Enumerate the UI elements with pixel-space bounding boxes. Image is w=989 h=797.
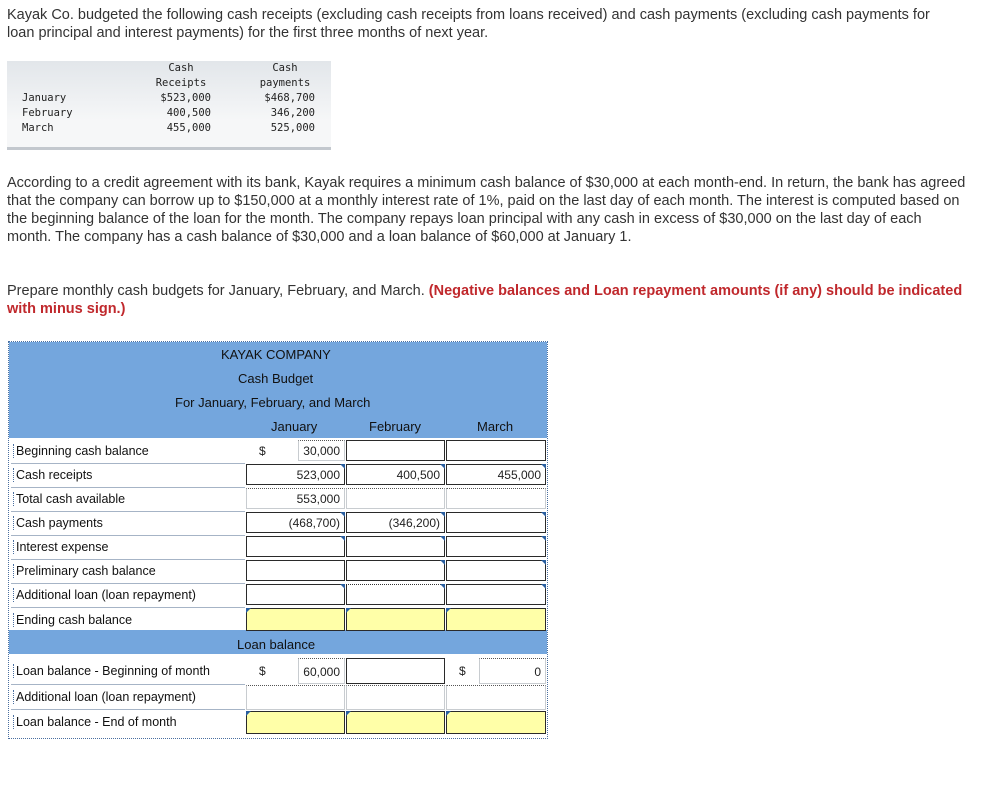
- payments-header-line1: Cash: [272, 62, 298, 74]
- instructions-warning: (Negative balances and Loan repayment amounts (if any) should be indicated with minus sign.): [7, 283, 963, 317]
- budget-title: Cash Budget: [238, 371, 314, 386]
- row-label-total-cash: Total cash available: [13, 492, 125, 506]
- instructions-text: Prepare monthly cash budgets for January, February, and March.: [7, 283, 425, 299]
- given-payments: 346,200: [270, 107, 315, 119]
- month-header-january: January: [271, 419, 318, 434]
- row-label-cash-receipts: Cash receipts: [13, 468, 92, 482]
- receipts-header-line1: Cash: [168, 62, 194, 74]
- mar-loan-beginning-input[interactable]: 0: [479, 658, 546, 684]
- feb-total-cash-input[interactable]: [346, 488, 445, 509]
- mar-beginning-cash-input[interactable]: [446, 440, 546, 461]
- jan-beginning-cash-input[interactable]: 30,000: [298, 440, 345, 461]
- given-receipts: 400,500: [166, 107, 211, 119]
- jan-preliminary-balance-input[interactable]: [246, 560, 345, 581]
- row-label-interest-expense: Interest expense: [13, 540, 108, 554]
- mar-additional-loan-input[interactable]: [446, 584, 546, 605]
- row-divider: [11, 511, 245, 512]
- month-header-february: February: [369, 419, 422, 434]
- payments-header-line2: payments: [259, 77, 311, 89]
- row-label-preliminary-balance: Preliminary cash balance: [13, 564, 156, 578]
- row-label-additional-loan: Additional loan (loan repayment): [13, 588, 196, 602]
- feb-additional-loan-input[interactable]: [346, 584, 445, 605]
- credit-agreement-text: According to a credit agreement with its bank, Kayak requires a minimum cash balance of $30,000 at each month-end. In return, the bank has agreed that the company can borrow up to $150,000 at a monthly interest rate of 1%, paid on the last day of each month. The interest is computed based on the beginning balance of the loan for the month. The company repays loan principal with any cash in excess of $30,000 on the last day of each month. The company has a cash balance of $30,000 and a loan balance of $60,000 at January 1.: [7, 175, 966, 245]
- given-payments: 525,000: [270, 122, 315, 134]
- row-divider: [11, 583, 245, 584]
- given-payments: $468,700: [264, 92, 315, 104]
- jan-cash-payments-input[interactable]: (468,700): [246, 512, 345, 533]
- receipts-header-line2: Receipts: [155, 77, 207, 89]
- given-receipts: $523,000: [160, 92, 211, 104]
- row-divider: [11, 559, 245, 560]
- currency-symbol: $: [259, 664, 266, 678]
- jan-total-cash-input[interactable]: 553,000: [246, 488, 345, 509]
- mar-preliminary-balance-input[interactable]: [446, 560, 546, 581]
- jan-loan-end-input[interactable]: [246, 711, 345, 734]
- given-data-table: [7, 61, 331, 150]
- row-label-loan-additional: Additional loan (loan repayment): [13, 690, 196, 704]
- row-label-loan-beginning: Loan balance - Beginning of month: [13, 664, 210, 678]
- mar-interest-expense-input[interactable]: [446, 536, 546, 557]
- row-divider: [11, 487, 245, 488]
- jan-additional-loan-input[interactable]: [246, 584, 345, 605]
- problem-intro: Kayak Co. budgeted the following cash receipts (excluding cash receipts from loans received) and cash payments (excluding cash payments for loan principal and interest payments) for the first three months of next year.: [7, 7, 930, 41]
- given-month: January: [22, 92, 67, 104]
- cash-budget-worksheet: [8, 341, 548, 739]
- feb-interest-expense-input[interactable]: [346, 536, 445, 557]
- mar-total-cash-input[interactable]: [446, 488, 546, 509]
- currency-symbol: $: [459, 664, 466, 678]
- row-divider: [11, 607, 245, 608]
- jan-ending-balance-input[interactable]: [246, 608, 345, 631]
- jan-interest-expense-input[interactable]: [246, 536, 345, 557]
- feb-ending-balance-input[interactable]: [346, 608, 445, 631]
- feb-cash-payments-input[interactable]: (346,200): [346, 512, 445, 533]
- given-month: February: [22, 107, 73, 119]
- instructions: [7, 282, 967, 318]
- row-label-cash-payments: Cash payments: [13, 516, 103, 530]
- feb-loan-additional-input[interactable]: [346, 685, 445, 710]
- row-divider: [11, 535, 245, 536]
- mar-loan-additional-input[interactable]: [446, 685, 546, 710]
- given-receipts: 455,000: [166, 122, 211, 134]
- feb-loan-beginning-input[interactable]: [346, 658, 445, 684]
- feb-loan-end-input[interactable]: [346, 711, 445, 734]
- feb-cash-receipts-input[interactable]: 400,500: [346, 464, 445, 485]
- feb-beginning-cash-input[interactable]: [346, 440, 445, 461]
- budget-period: For January, February, and March: [175, 395, 371, 410]
- jan-cash-receipts-input[interactable]: 523,000: [246, 464, 345, 485]
- row-label-beginning-cash: Beginning cash balance: [13, 444, 149, 458]
- company-name: KAYAK COMPANY: [221, 347, 331, 362]
- jan-loan-additional-input[interactable]: [246, 685, 345, 710]
- mar-cash-receipts-input[interactable]: 455,000: [446, 464, 546, 485]
- mar-cash-payments-input[interactable]: [446, 512, 546, 533]
- given-month: March: [22, 122, 54, 134]
- row-divider: [11, 684, 245, 685]
- jan-loan-beginning-input[interactable]: 60,000: [298, 658, 345, 684]
- row-label-ending-balance: Ending cash balance: [13, 613, 132, 627]
- feb-preliminary-balance-input[interactable]: [346, 560, 445, 581]
- mar-loan-end-input[interactable]: [446, 711, 546, 734]
- row-divider: [11, 463, 245, 464]
- currency-symbol: $: [259, 444, 266, 458]
- mar-ending-balance-input[interactable]: [446, 608, 546, 631]
- row-divider: [11, 709, 245, 710]
- row-label-loan-end: Loan balance - End of month: [13, 715, 177, 729]
- month-header-march: March: [477, 419, 514, 434]
- loan-balance-title: Loan balance: [237, 637, 316, 652]
